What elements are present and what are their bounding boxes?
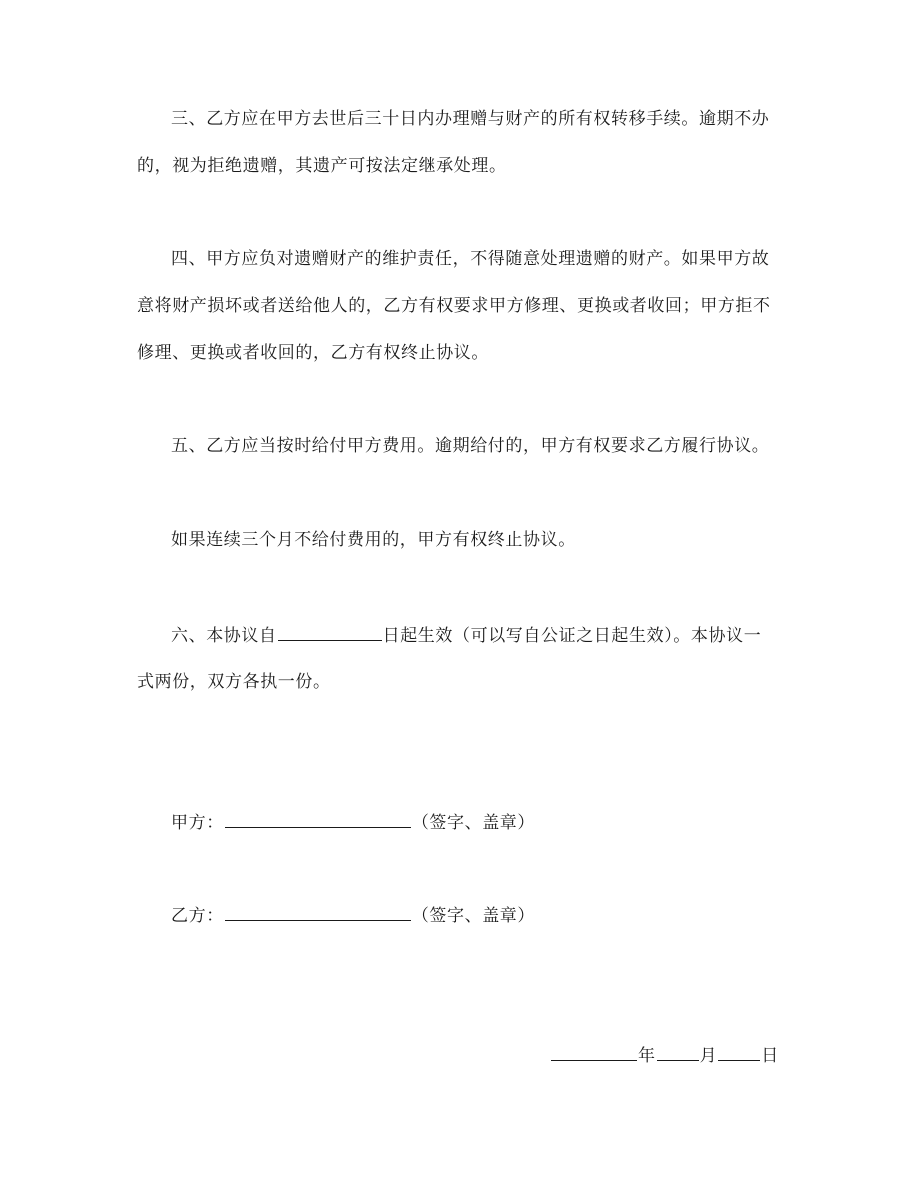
day-blank[interactable]: [718, 1043, 760, 1061]
month-label: 月: [699, 1046, 718, 1066]
effective-date-blank[interactable]: [278, 623, 382, 641]
clause-4-line-3: 修理、更换或者收回的，乙方有权终止协议。: [137, 343, 489, 363]
clause-6-prefix: 六、本协议自: [171, 626, 277, 646]
party-b-label: 乙方：: [171, 906, 224, 926]
clause-4-line-1: 四、甲方应负对遗赠财产的维护责任，不得随意处理遗赠的财产。如果甲方故: [171, 249, 770, 269]
clause-5-line-2: 如果连续三个月不给付费用的，甲方有权终止协议。: [171, 530, 576, 550]
party-a-signature-blank[interactable]: [225, 810, 411, 828]
party-b-sign-note: （签字、盖章）: [411, 906, 536, 926]
clause-6-suffix: 日起生效（可以写自公证之日起生效）。本协议一: [382, 626, 762, 646]
clause-3-line-1: 三、乙方应在甲方去世后三十日内办理赠与财产的所有权转移手续。逾期不办: [171, 109, 770, 129]
party-a-signature-row: [171, 810, 535, 834]
clause-5-line-1: 五、乙方应当按时给付甲方费用。逾期给付的，甲方有权要求乙方履行协议。: [171, 436, 770, 456]
party-b-signature-row: [171, 903, 535, 927]
day-label: 日: [761, 1046, 779, 1066]
year-blank[interactable]: [551, 1043, 637, 1061]
clause-6-line-2: 式两份，双方各执一份。: [137, 672, 331, 692]
party-b-signature-blank[interactable]: [225, 903, 411, 921]
year-label: 年: [638, 1046, 656, 1066]
month-blank[interactable]: [657, 1043, 699, 1061]
clause-4-line-2: 意将财产损坏或者送给他人的，乙方有权要求甲方修理、更换或者收回；甲方拒不: [137, 296, 771, 316]
party-a-sign-note: （签字、盖章）: [411, 813, 536, 833]
date-row: [550, 1043, 779, 1067]
clause-6-line-1: [171, 623, 761, 647]
party-a-label: 甲方：: [171, 813, 224, 833]
clause-3-line-2: 的，视为拒绝遗赠，其遗产可按法定继承处理。: [137, 156, 507, 176]
